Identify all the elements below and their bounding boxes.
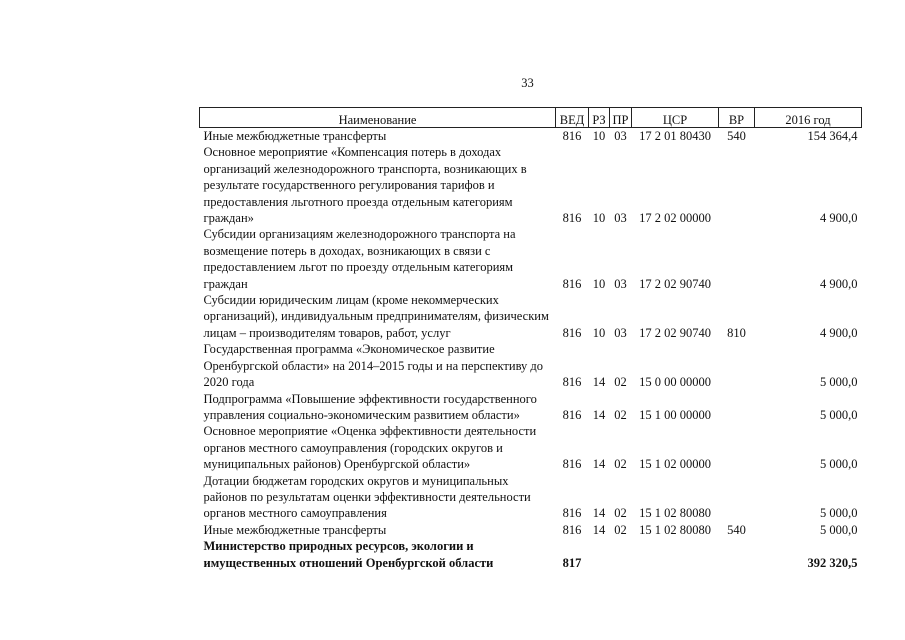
row-amount: 4 900,0 — [820, 211, 858, 226]
row-pr: 02 — [614, 407, 627, 422]
row-pr: 02 — [614, 506, 627, 521]
row-amount: 392 320,5 — [807, 555, 858, 570]
row-vr: 810 — [727, 325, 746, 340]
row-amount: 5 000,0 — [820, 375, 858, 390]
header-rz: РЗ — [589, 108, 610, 128]
row-csr: 17 2 02 90740 — [639, 325, 711, 340]
row-pr: 03 — [614, 211, 627, 226]
row-amount: 154 364,4 — [807, 129, 858, 143]
row-pr: 03 — [614, 129, 627, 143]
table-row — [200, 391, 862, 424]
row-name: Иные межбюджетные трансферты — [203, 129, 387, 143]
row-pr: 02 — [614, 522, 627, 537]
header-pr: ПР — [610, 108, 632, 128]
row-vr — [719, 341, 755, 390]
header-vr: ВР — [719, 108, 755, 128]
table-row — [200, 473, 862, 522]
budget-table — [199, 107, 862, 571]
row-name: Основное мероприятие «Оценка эффективности деятельности органов местного самоуправления (городских округов и муниципальных районов) Оренбургской области» — [203, 424, 537, 472]
row-rz: 10 — [592, 276, 606, 291]
table-row — [200, 144, 862, 226]
table-row — [200, 226, 862, 292]
row-vr — [719, 473, 755, 522]
row-pr: 02 — [614, 457, 627, 472]
table-row — [200, 341, 862, 390]
row-amount: 5 000,0 — [820, 407, 858, 422]
row-rz: 14 — [592, 506, 606, 521]
row-ved: 817 — [562, 555, 582, 570]
row-amount: 5 000,0 — [820, 506, 858, 521]
row-rz: 14 — [592, 375, 606, 390]
row-csr: 17 2 02 00000 — [639, 211, 711, 226]
row-name: Субсидии юридическим лицам (кроме некоммерческих организаций), индивидуальным предпринимателям, физическим лицам – производителям товаров, работ, услуг — [203, 293, 549, 340]
row-name: Министерство природных ресурсов, экологии и имущественных отношений Оренбургской области — [203, 539, 494, 570]
row-amount: 5 000,0 — [820, 522, 858, 537]
row-pr — [610, 538, 632, 571]
row-name: Субсидии организациям железнодорожного транспорта на возмещение потерь в доходах, возникающих в связи с предоставлением льгот по проезду отдельным категориям граждан — [203, 227, 516, 291]
row-rz: 14 — [592, 457, 606, 472]
row-ved: 816 — [562, 506, 582, 521]
table-row — [200, 522, 862, 538]
row-vr — [719, 538, 755, 571]
row-name: Иные межбюджетные трансферты — [203, 522, 387, 537]
row-ved: 816 — [562, 375, 582, 390]
table-row — [200, 292, 862, 341]
row-name: Государственная программа «Экономическое развитие Оренбургской области» на 2014–2015 годы и на перспективу до 2020 года — [203, 342, 544, 390]
table-row — [200, 423, 862, 472]
row-amount: 4 900,0 — [820, 276, 858, 291]
row-pr: 03 — [614, 276, 627, 291]
row-rz: 10 — [592, 325, 606, 340]
row-rz: 14 — [592, 407, 606, 422]
row-ved: 816 — [562, 457, 582, 472]
row-rz: 10 — [592, 129, 606, 143]
table-header-row — [200, 108, 862, 128]
row-csr: 15 1 02 00000 — [639, 457, 711, 472]
row-ved: 816 — [562, 276, 582, 291]
row-amount: 5 000,0 — [820, 457, 858, 472]
row-name: Основное мероприятие «Компенсация потерь в доходах организаций железнодорожного транспорта, возникающих в результате государственного регулирования тарифов и предоставления льготного проезда отдельным категориям граждан» — [203, 145, 527, 226]
row-ved: 816 — [562, 129, 582, 143]
table-row-total — [200, 538, 862, 571]
header-amount: 2016 год — [755, 108, 862, 128]
row-name: Подпрограмма «Повышение эффективности государственного управления социально-экономическим развитием области» — [203, 391, 537, 422]
row-csr: 15 0 00 00000 — [639, 375, 711, 390]
table-row — [200, 128, 862, 145]
row-csr: 17 2 01 80430 — [639, 129, 711, 143]
row-pr: 02 — [614, 375, 627, 390]
row-vr: 540 — [727, 522, 746, 537]
row-vr — [719, 423, 755, 472]
row-ved: 816 — [562, 407, 582, 422]
row-csr: 15 1 00 00000 — [639, 407, 711, 422]
page-number: 33 — [521, 76, 534, 90]
row-csr: 15 1 02 80080 — [639, 522, 711, 537]
row-vr — [719, 391, 755, 424]
row-vr: 540 — [727, 129, 746, 143]
row-amount: 4 900,0 — [820, 325, 858, 340]
row-vr — [719, 144, 755, 226]
row-ved: 816 — [562, 522, 582, 537]
row-vr — [719, 226, 755, 292]
row-rz — [589, 538, 610, 571]
row-csr — [632, 538, 719, 571]
row-name: Дотации бюджетам городских округов и муниципальных районов по результатам оценки эффективности деятельности органов местного самоуправления — [203, 473, 531, 521]
header-csr: ЦСР — [632, 108, 719, 128]
row-ved: 816 — [562, 325, 582, 340]
header-name: Наименование — [200, 108, 556, 128]
row-rz: 14 — [592, 522, 606, 537]
row-pr: 03 — [614, 325, 627, 340]
row-rz: 10 — [592, 211, 606, 226]
row-csr: 15 1 02 80080 — [639, 506, 711, 521]
row-ved: 816 — [562, 211, 582, 226]
header-ved: ВЕД — [556, 108, 589, 128]
row-csr: 17 2 02 90740 — [639, 276, 711, 291]
